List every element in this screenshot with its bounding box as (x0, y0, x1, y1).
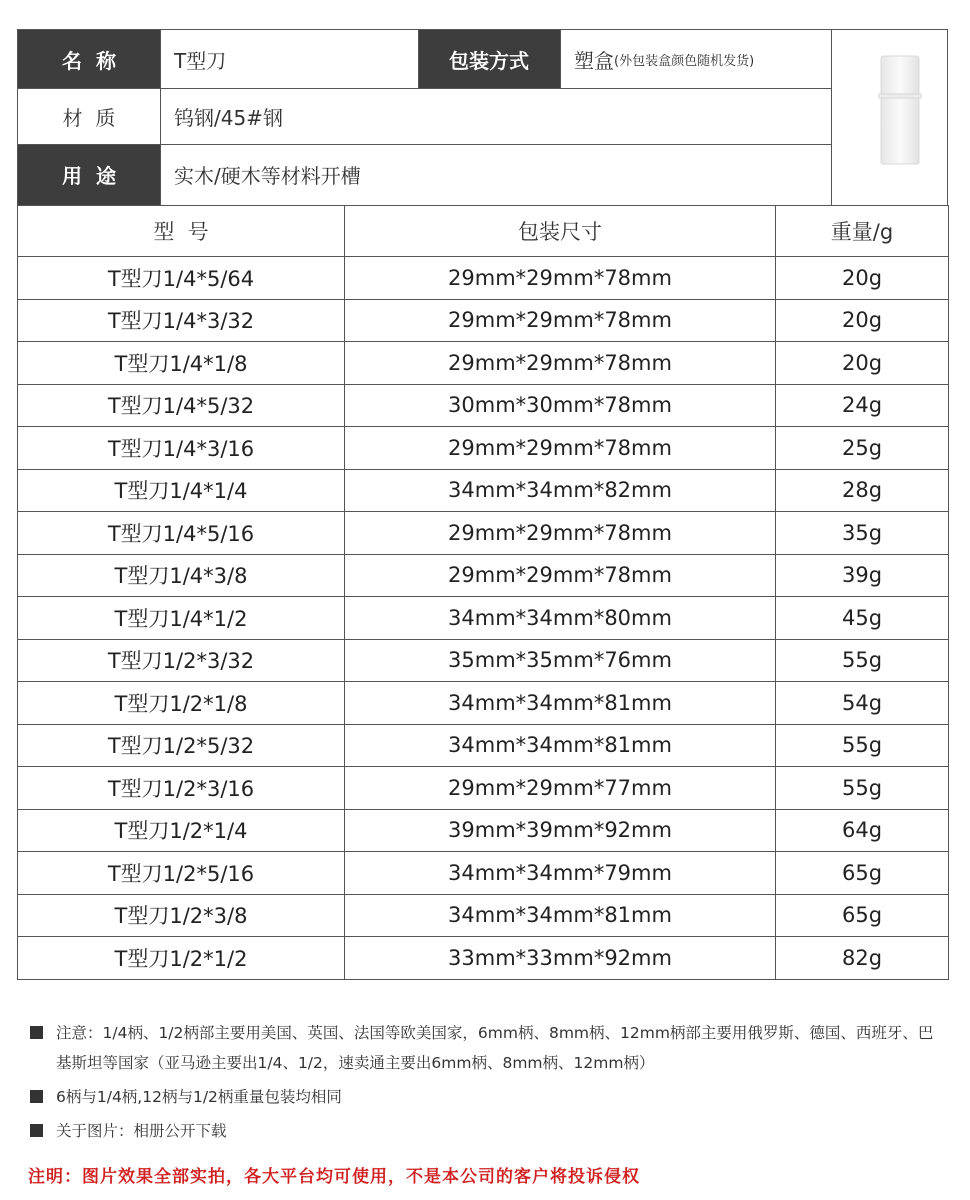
weight-cell: 45g (776, 597, 949, 640)
weight-cell: 65g (776, 852, 949, 895)
notes-section (30, 1018, 940, 1150)
weight-cell: 65g (776, 894, 949, 937)
size-cell: 35mm*35mm*76mm (345, 639, 776, 682)
bullet-square-icon (30, 1026, 43, 1039)
weight-cell: 54g (776, 682, 949, 725)
model-cell: T型刀1/4*5/16 (18, 512, 345, 555)
weight-cell: 55g (776, 639, 949, 682)
table-row (18, 937, 949, 980)
model-cell: T型刀1/2*1/8 (18, 682, 345, 725)
model-cell: T型刀1/4*5/32 (18, 384, 345, 427)
table-row (18, 512, 949, 555)
table-header-row (18, 206, 949, 257)
weight-cell: 28g (776, 469, 949, 512)
table-row (18, 809, 949, 852)
size-cell: 34mm*34mm*81mm (345, 724, 776, 767)
model-cell: T型刀1/2*3/32 (18, 639, 345, 682)
weight-cell: 20g (776, 342, 949, 385)
size-cell: 30mm*30mm*78mm (345, 384, 776, 427)
model-cell: T型刀1/4*3/32 (18, 299, 345, 342)
model-cell: T型刀1/2*5/16 (18, 852, 345, 895)
header-model: 型 号 (18, 206, 345, 257)
table-row (18, 469, 949, 512)
size-cell: 29mm*29mm*77mm (345, 767, 776, 810)
copyright-warning: 注明：图片效果全部实拍，各大平台均可使用，不是本公司的客户将投诉侵权 (28, 1167, 640, 1187)
size-cell: 29mm*29mm*78mm (345, 257, 776, 300)
material-value (160, 88, 831, 144)
name-label-text: 名 称 (62, 48, 116, 73)
product-info-table (17, 29, 948, 206)
name-value-text: T型刀 (174, 48, 227, 73)
note-text: 关于图片：相册公开下载 (56, 1122, 227, 1140)
weight-cell: 25g (776, 427, 949, 470)
note-item (30, 1018, 940, 1078)
table-row (18, 852, 949, 895)
table-row (18, 554, 949, 597)
table-row (18, 427, 949, 470)
model-cell: T型刀1/2*3/16 (18, 767, 345, 810)
size-cell: 34mm*34mm*79mm (345, 852, 776, 895)
use-label (18, 144, 160, 205)
weight-cell: 39g (776, 554, 949, 597)
header-size: 包装尺寸 (345, 206, 776, 257)
table-row (18, 299, 949, 342)
header-weight: 重量/g (776, 206, 949, 257)
size-cell: 39mm*39mm*92mm (345, 809, 776, 852)
table-row (18, 894, 949, 937)
pack-label-text: 包装方式 (449, 48, 529, 73)
model-cell: T型刀1/4*3/8 (18, 554, 345, 597)
note-item (30, 1082, 940, 1112)
weight-cell: 55g (776, 724, 949, 767)
material-label (18, 88, 160, 144)
use-value-text: 实木/硬木等材料开槽 (174, 164, 361, 188)
size-cell: 29mm*29mm*78mm (345, 299, 776, 342)
pack-value-main: 塑盒 (574, 48, 614, 73)
weight-cell: 35g (776, 512, 949, 555)
pack-value (560, 30, 831, 88)
table-row (18, 342, 949, 385)
table-row (18, 639, 949, 682)
model-cell: T型刀1/2*1/4 (18, 809, 345, 852)
note-text: 注意：1/4柄、1/2柄部主要用美国、英国、法国等欧美国家，6mm柄、8mm柄、12mm柄部主要用俄罗斯、德国、西班牙、巴基斯坦等国家（亚马逊主要出1/4、1/2，速卖通主要出6mm柄、8mm柄、12mm柄） (56, 1024, 934, 1072)
table-row (18, 682, 949, 725)
weight-cell: 64g (776, 809, 949, 852)
note-text: 6柄与1/4柄,12柄与1/2柄重量包装均相同 (56, 1088, 342, 1106)
weight-cell: 20g (776, 257, 949, 300)
size-cell: 34mm*34mm*81mm (345, 894, 776, 937)
spec-table (17, 205, 949, 980)
model-cell: T型刀1/4*5/64 (18, 257, 345, 300)
table-row (18, 384, 949, 427)
size-cell: 34mm*34mm*81mm (345, 682, 776, 725)
table-row (18, 257, 949, 300)
model-cell: T型刀1/2*5/32 (18, 724, 345, 767)
size-cell: 29mm*29mm*78mm (345, 512, 776, 555)
model-cell: T型刀1/4*1/2 (18, 597, 345, 640)
plastic-box-image (863, 50, 935, 170)
use-value (160, 144, 831, 205)
size-cell: 34mm*34mm*80mm (345, 597, 776, 640)
note-item (30, 1116, 940, 1146)
material-value-text: 钨钢/45#钢 (174, 105, 283, 130)
pack-label (418, 30, 560, 88)
pack-value-note: (外包装盒颜色随机发货) (614, 53, 755, 69)
weight-cell: 55g (776, 767, 949, 810)
name-value (160, 30, 418, 88)
model-cell: T型刀1/4*3/16 (18, 427, 345, 470)
bullet-square-icon (30, 1124, 43, 1137)
table-row (18, 724, 949, 767)
weight-cell: 24g (776, 384, 949, 427)
size-cell: 29mm*29mm*78mm (345, 427, 776, 470)
size-cell: 34mm*34mm*82mm (345, 469, 776, 512)
material-label-text: 材 质 (62, 105, 116, 130)
table-row (18, 597, 949, 640)
size-cell: 29mm*29mm*78mm (345, 554, 776, 597)
name-label (18, 30, 160, 88)
model-cell: T型刀1/2*1/2 (18, 937, 345, 980)
weight-cell: 82g (776, 937, 949, 980)
bullet-square-icon (30, 1090, 43, 1103)
model-cell: T型刀1/4*1/4 (18, 469, 345, 512)
size-cell: 33mm*33mm*92mm (345, 937, 776, 980)
size-cell: 29mm*29mm*78mm (345, 342, 776, 385)
use-label-text: 用 途 (62, 164, 116, 188)
model-cell: T型刀1/4*1/8 (18, 342, 345, 385)
table-row (18, 767, 949, 810)
model-cell: T型刀1/2*3/8 (18, 894, 345, 937)
weight-cell: 20g (776, 299, 949, 342)
